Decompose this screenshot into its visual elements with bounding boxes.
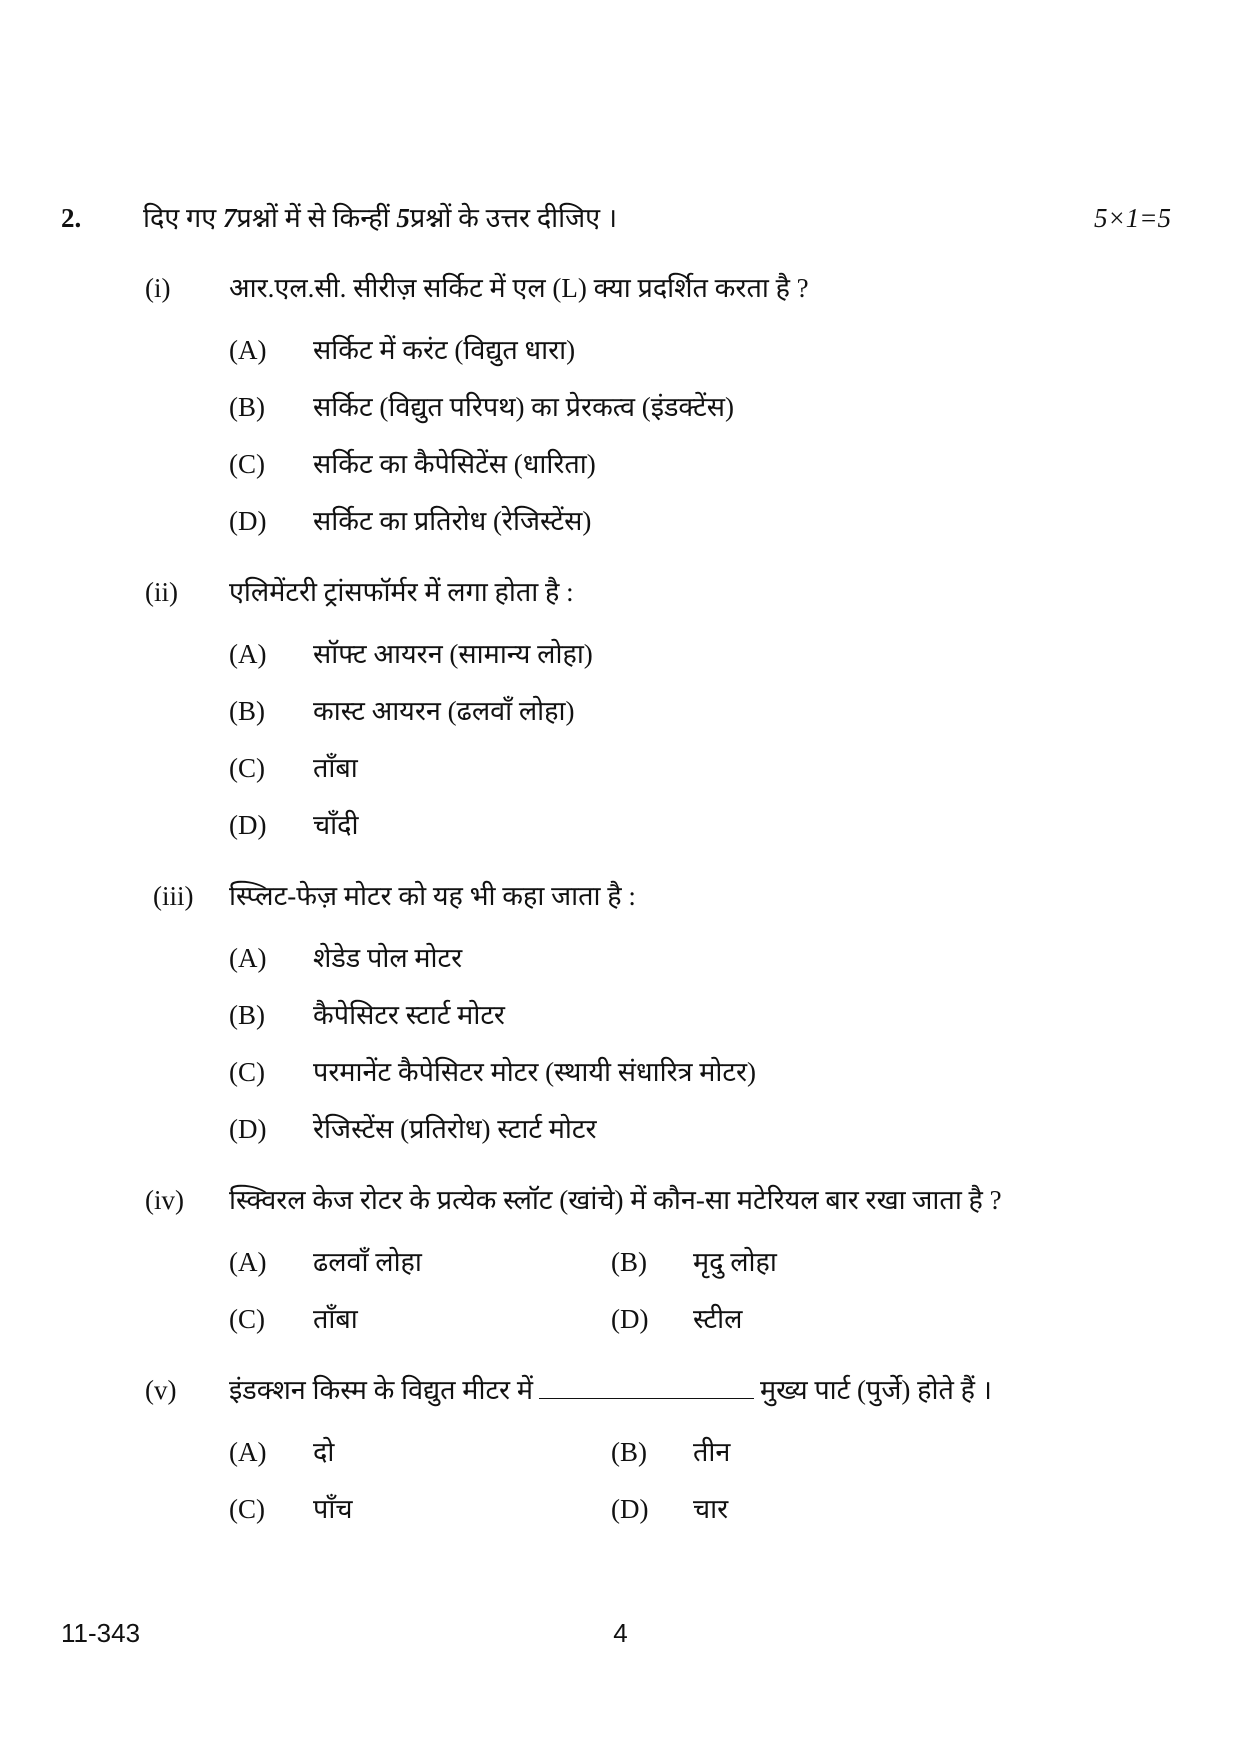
option-c (229, 1291, 358, 1348)
subquestion-label: (iv) (145, 1185, 184, 1215)
option-label: (C) (229, 449, 265, 479)
option-c (229, 436, 596, 493)
subquestion-iv (0, 1177, 1241, 1348)
subquestion-text (229, 1367, 1109, 1413)
subquestion-head (0, 569, 1241, 626)
instruction-required-count: 5 (396, 203, 410, 233)
question-header (0, 198, 1241, 238)
subquestion-head (0, 265, 1241, 322)
option-label: (A) (229, 335, 267, 365)
option-label: (D) (229, 810, 267, 840)
option-row (0, 683, 1241, 740)
question-number: 2. (61, 203, 82, 233)
subquestion-label: (ii) (145, 577, 178, 607)
option-label: (D) (611, 1494, 649, 1524)
subquestion-v (0, 1367, 1241, 1538)
option-text: ढलवाँ लोहा (313, 1247, 422, 1277)
option-text: तीन (693, 1437, 731, 1467)
option-text: चाँदी (313, 810, 359, 840)
option-text: कैपेसिटर स्टार्ट मोटर (313, 1000, 505, 1030)
subquestion-label: (v) (145, 1375, 177, 1405)
option-text: शेडेड पोल मोटर (313, 943, 463, 973)
instruction-tail: प्रश्नों के उत्तर दीजिए । (409, 203, 618, 233)
subquestion-head (0, 1367, 1241, 1424)
option-label: (C) (229, 1494, 265, 1524)
option-row (0, 740, 1241, 797)
option-c (229, 1481, 352, 1538)
option-text: पाँच (313, 1494, 353, 1524)
subquestion-head (0, 1177, 1241, 1234)
option-b (229, 683, 575, 740)
option-text: ताँबा (313, 1304, 358, 1334)
option-d (611, 1291, 742, 1348)
question-instruction (143, 198, 617, 238)
option-text: मृदु लोहा (693, 1247, 777, 1277)
option-label: (A) (229, 1437, 267, 1467)
option-row (0, 436, 1241, 493)
subquestion-text-after: मुख्य पार्ट (पुर्जे) होते हैं । (760, 1375, 992, 1405)
option-row (0, 1291, 1241, 1348)
option-text: सर्किट में करंट (विद्युत धारा) (313, 335, 576, 365)
subquestion-text-before: इंडक्शन किस्म के विद्युत मीटर में (229, 1375, 533, 1405)
subquestion-head (0, 873, 1241, 930)
footer-paper-code: 11-343 (61, 1618, 141, 1648)
option-label: (B) (229, 1000, 265, 1030)
option-row (0, 626, 1241, 683)
option-row (0, 493, 1241, 550)
option-text: सर्किट का प्रतिरोध (रेजिस्टेंस) (313, 506, 592, 536)
subquestion-iii (0, 873, 1241, 1158)
subquestion-list (0, 246, 1241, 1538)
option-row (0, 797, 1241, 854)
instruction-total-count: 7 (222, 203, 237, 233)
option-label: (A) (229, 1247, 267, 1277)
page-number: 4 (613, 1618, 628, 1648)
option-text: दो (313, 1437, 335, 1467)
option-b (229, 379, 734, 436)
option-row (0, 987, 1241, 1044)
option-a (229, 930, 462, 987)
option-text: सर्किट का कैपेसिटेंस (धारिता) (313, 449, 596, 479)
subquestion-text: आर.एल.सी. सीरीज़ सर्किट में एल (L) क्या प्रदर्शित करता है ? (229, 273, 809, 303)
option-label: (C) (229, 1304, 265, 1334)
marks-allocation: 5×1=5 (1094, 203, 1171, 233)
option-c (229, 740, 358, 797)
subquestion-label: (i) (145, 273, 171, 303)
subquestion-label: (iii) (153, 881, 194, 911)
option-a (229, 1424, 334, 1481)
option-b (229, 987, 505, 1044)
option-text: स्टील (693, 1304, 743, 1334)
option-a (229, 626, 593, 683)
option-a (229, 322, 575, 379)
option-label: (D) (611, 1304, 649, 1334)
option-row (0, 322, 1241, 379)
option-label: (C) (229, 753, 265, 783)
option-label: (D) (229, 506, 267, 536)
instruction-middle: प्रश्नों में से किन्हीं (236, 203, 390, 233)
option-row (0, 930, 1241, 987)
option-d (229, 493, 591, 550)
subquestion-i (0, 265, 1241, 550)
option-d (229, 1101, 597, 1158)
subquestion-text: स्क्विरल केज रोटर के प्रत्येक स्लॉट (खांचे) में कौन-सा मटेरियल बार रखा जाता है ? (229, 1185, 1002, 1215)
option-label: (B) (611, 1247, 647, 1277)
option-label: (B) (229, 392, 265, 422)
option-row (0, 1044, 1241, 1101)
subquestion-text: स्प्लिट-फेज़ मोटर को यह भी कहा जाता है : (229, 881, 636, 911)
option-row (0, 379, 1241, 436)
option-label: (A) (229, 639, 267, 669)
option-row (0, 1481, 1241, 1538)
option-text: ताँबा (313, 753, 358, 783)
option-label: (D) (229, 1114, 267, 1144)
option-text: रेजिस्टेंस (प्रतिरोध) स्टार्ट मोटर (313, 1114, 597, 1144)
answer-blank (539, 1378, 754, 1399)
subquestion-text: एलिमेंटरी ट्रांसफॉर्मर में लगा होता है : (229, 577, 574, 607)
option-text: सॉफ्ट आयरन (सामान्य लोहा) (313, 639, 593, 669)
option-text: चार (693, 1494, 729, 1524)
option-b (611, 1424, 730, 1481)
option-row (0, 1101, 1241, 1158)
option-row (0, 1234, 1241, 1291)
option-label: (A) (229, 943, 267, 973)
option-row (0, 1424, 1241, 1481)
option-text: सर्किट (विद्युत परिपथ) का प्रेरकत्व (इंडक्टेंस) (313, 392, 734, 422)
option-a (229, 1234, 422, 1291)
option-c (229, 1044, 756, 1101)
option-b (611, 1234, 777, 1291)
option-label: (B) (611, 1437, 647, 1467)
option-text: परमानेंट कैपेसिटर मोटर (स्थायी संधारित्र मोटर) (313, 1057, 757, 1087)
option-d (611, 1481, 728, 1538)
option-label: (B) (229, 696, 265, 726)
option-d (229, 797, 358, 854)
option-text: कास्ट आयरन (ढलवाँ लोहा) (313, 696, 575, 726)
subquestion-ii (0, 569, 1241, 854)
instruction-lead: दिए गए (143, 203, 217, 233)
option-label: (C) (229, 1057, 265, 1087)
